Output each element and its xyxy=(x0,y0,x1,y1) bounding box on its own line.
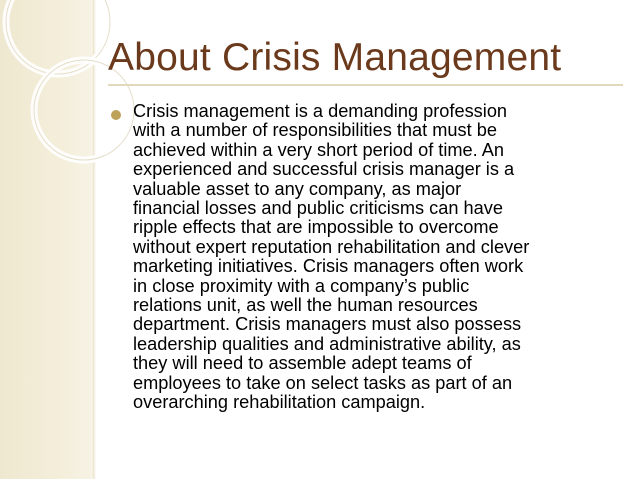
paragraph-line: financial losses and public criticisms can have xyxy=(133,198,503,219)
paragraph-line: experienced and successful crisis manager is a xyxy=(133,159,515,180)
paragraph-line: valuable asset to any company, as major xyxy=(133,178,462,199)
paragraph-line: achieved within a very short period of time. An xyxy=(133,139,505,160)
paragraph-line: relations unit, as well the human resources xyxy=(133,295,478,316)
paragraph-line: in close proximity with a company’s public xyxy=(133,275,470,296)
slide-title: About Crisis Management xyxy=(108,36,562,79)
title-divider xyxy=(108,84,623,86)
paragraph-line: department. Crisis managers must also possess xyxy=(133,314,522,335)
paragraph-line: ripple effects that are impossible to overcome xyxy=(133,217,499,238)
paragraph-line: without expert reputation rehabilitation and clever xyxy=(133,236,530,257)
bullet-dot-icon xyxy=(111,110,121,120)
bullet-list xyxy=(108,102,620,413)
paragraph-line: employees to take on select tasks as part of an xyxy=(133,372,513,393)
paragraph-line: marketing initiatives. Crisis managers often work xyxy=(133,256,524,277)
paragraph-line: leadership qualities and administrative ability, as xyxy=(133,333,521,354)
paragraph-line: with a number of responsibilities that must be xyxy=(133,120,497,141)
bullet-paragraph xyxy=(133,102,620,413)
paragraph-line: overarching rehabilitation campaign. xyxy=(133,392,426,413)
paragraph-line: Crisis management is a demanding profession xyxy=(133,101,508,121)
paragraph-line: they will need to assemble adept teams of xyxy=(133,353,472,374)
